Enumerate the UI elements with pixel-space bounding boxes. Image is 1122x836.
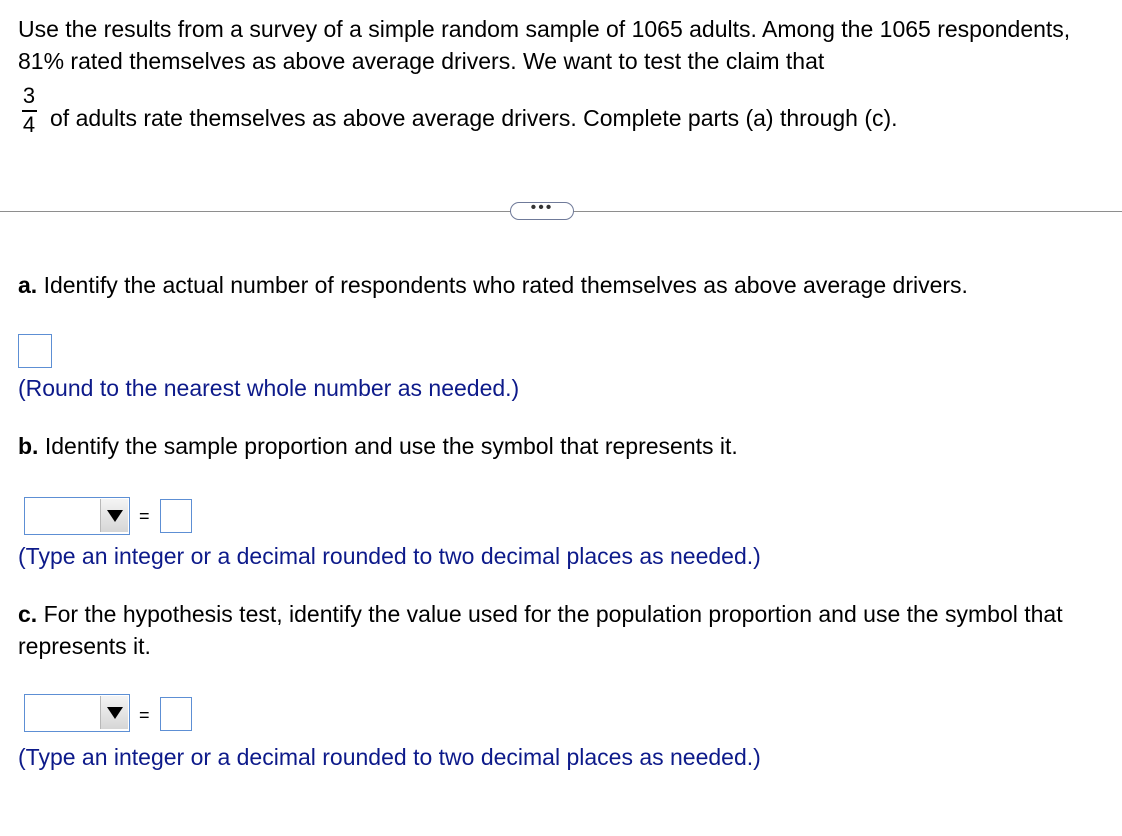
part-b-answer-input[interactable] <box>160 499 192 533</box>
part-b-hint: (Type an integer or a decimal rounded to two decimal places as needed.) <box>18 543 761 569</box>
part-a-question <box>18 269 968 301</box>
part-b-symbol-dropdown[interactable] <box>24 497 130 535</box>
fraction-numerator: 3 <box>22 83 36 108</box>
part-b-prompt: Identify the sample proportion and use the symbol that represents it. <box>44 433 738 459</box>
part-c-equals-sign: = <box>139 705 150 725</box>
part-c-symbol-dropdown[interactable] <box>24 694 130 732</box>
part-a-label: a. <box>18 272 38 298</box>
part-b-question <box>18 430 738 462</box>
part-c-hint: (Type an integer or a decimal rounded to two decimal places as needed.) <box>18 744 761 770</box>
part-c-label: c. <box>18 601 38 627</box>
intro-text-continued: of adults rate themselves as above average drivers. Complete parts (a) through (c). <box>50 105 898 131</box>
part-b-dropdown-button[interactable] <box>100 499 128 532</box>
more-options-button[interactable]: ••• <box>510 202 574 220</box>
part-c-answer-input[interactable] <box>160 697 192 731</box>
caret-down-icon <box>107 510 123 522</box>
part-b-equals-sign: = <box>139 506 150 526</box>
part-a-hint: (Round to the nearest whole number as needed.) <box>18 375 520 401</box>
part-a-answer-input[interactable] <box>18 334 52 368</box>
part-c-dropdown-button[interactable] <box>100 696 128 729</box>
fraction-three-quarters <box>19 84 39 136</box>
intro-text: Use the results from a survey of a simple random sample of 1065 adults. Among the 1065 respondents, 81% rated themselves as above average drivers. We want to test the claim that <box>18 16 1071 74</box>
part-a-prompt: Identify the actual number of respondents who rated themselves as above average drivers. <box>43 272 968 298</box>
part-c-prompt: For the hypothesis test, identify the value used for the population proportion and use the symbol that represents it. <box>18 601 1063 659</box>
caret-down-icon <box>107 707 123 719</box>
fraction-denominator: 4 <box>22 111 36 137</box>
part-c-question <box>18 598 1108 662</box>
part-b-label: b. <box>18 433 39 459</box>
